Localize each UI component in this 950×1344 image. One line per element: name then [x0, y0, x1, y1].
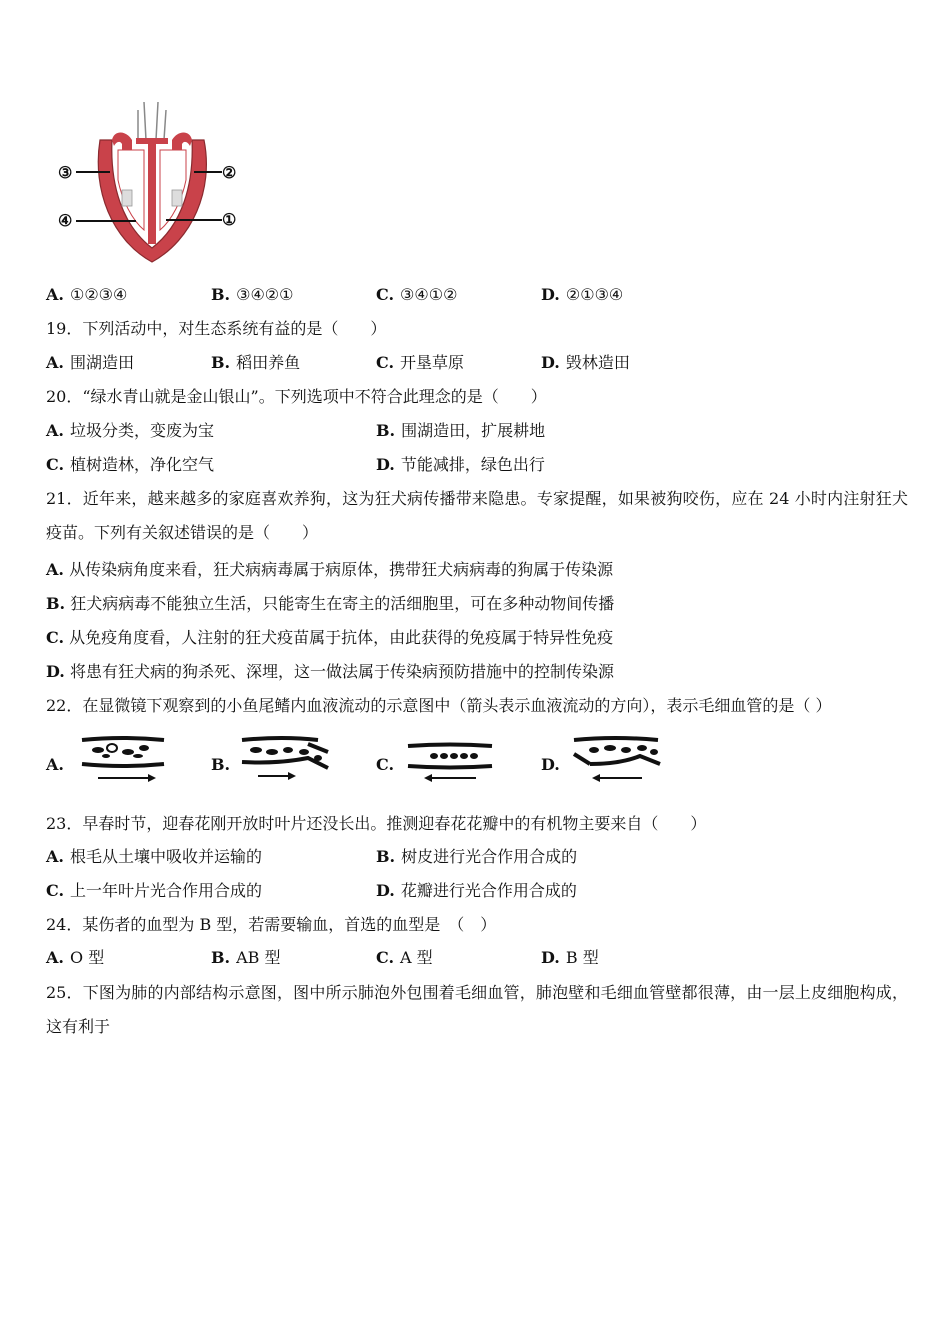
q20-option-b[interactable]: B. 围湖造田，扩展耕地 — [376, 421, 546, 440]
q24-option-d[interactable]: D. B 型 — [541, 948, 599, 967]
q18-option-c[interactable]: C. ③④①② — [376, 285, 458, 304]
q22-option-a-letter[interactable]: A. — [46, 755, 64, 774]
q21-option-c[interactable]: C. 从免疫角度看，人注射的狂犬疫苗属于抗体，由此获得的免疫属于特异性免疫 — [46, 628, 614, 647]
q19-option-a[interactable]: A. 围湖造田 — [46, 353, 134, 372]
q24-option-b[interactable]: B. AB 型 — [211, 948, 281, 967]
heart-label-3: ③ — [58, 163, 73, 182]
q24-option-a[interactable]: A. O 型 — [46, 948, 105, 967]
q20-options-row2 — [46, 455, 906, 475]
q22-vessel-a[interactable] — [78, 734, 168, 788]
q22-option-b-letter[interactable]: B. — [211, 755, 231, 774]
q24-stem: 24．某伤者的血型为 B 型，若需要输血，首选的血型是 （ ） — [46, 915, 497, 934]
q19-option-c[interactable]: C. 开垦草原 — [376, 353, 465, 372]
heart-label-2: ② — [222, 163, 237, 182]
heart-label-4: ④ — [58, 211, 73, 230]
q23-option-d[interactable]: D. 花瓣进行光合作用合成的 — [376, 881, 577, 900]
q19-options — [46, 353, 906, 373]
q18-option-a[interactable]: A. ①②③④ — [46, 285, 128, 304]
q20-option-a[interactable]: A. 垃圾分类，变废为宝 — [46, 421, 214, 440]
q24-option-c[interactable]: C. A 型 — [376, 948, 433, 967]
q21-stem: 21．近年来，越来越多的家庭喜欢养狗，这为狂犬病传播带来隐患。专家提醒，如果被狗咬伤，应在 24 小时内注射狂犬疫苗。下列有关叙述错误的是（ ） — [46, 489, 908, 542]
q19-option-d[interactable]: D. 毁林造田 — [541, 353, 630, 372]
q18-option-d[interactable]: D. ②①③④ — [541, 285, 624, 304]
q21-option-d[interactable]: D. 将患有狂犬病的狗杀死、深埋，这一做法属于传染病预防措施中的控制传染源 — [46, 662, 614, 681]
q22-vessel-d[interactable] — [570, 734, 665, 788]
q20-option-d[interactable]: D. 节能减排，绿色出行 — [376, 455, 545, 474]
heart-diagram — [52, 100, 252, 270]
q22-stem: 22．在显微镜下观察到的小鱼尾鳍内血液流动的示意图中（箭头表示血液流动的方向），表示毛细血管的是（ ） — [46, 696, 832, 715]
q25-stem: 25．下图为肺的内部结构示意图，图中所示肺泡外包围着毛细血管，肺泡壁和毛细血管壁都很薄，由一层上皮细胞构成，这有利于 — [46, 983, 908, 1036]
q22-option-c-letter[interactable]: C. — [376, 755, 395, 774]
heart-label-1: ① — [222, 210, 237, 229]
q21-option-a[interactable]: A. 从传染病角度来看，狂犬病病毒属于病原体，携带狂犬病病毒的狗属于传染源 — [46, 560, 614, 579]
q22-option-d-letter[interactable]: D. — [541, 755, 560, 774]
q20-options-row1 — [46, 421, 906, 441]
q19-stem: 19．下列活动中，对生态系统有益的是（ ） — [46, 319, 387, 338]
q18-option-b[interactable]: B. ③④②① — [211, 285, 294, 304]
q23-options-row2 — [46, 881, 906, 901]
q22-vessel-c[interactable] — [404, 740, 496, 788]
q23-options-row1 — [46, 847, 906, 867]
q23-stem: 23．早春时节，迎春花刚开放时叶片还没长出。推测迎春花花瓣中的有机物主要来自（ ） — [46, 814, 707, 833]
q18-options — [46, 285, 906, 305]
q24-options — [46, 948, 906, 968]
q21-option-b[interactable]: B. 狂犬病病毒不能独立生活，只能寄生在寄主的活细胞里，可在多种动物间传播 — [46, 594, 615, 613]
q22-vessel-b[interactable] — [238, 734, 333, 788]
q23-option-c[interactable]: C. 上一年叶片光合作用合成的 — [46, 881, 263, 900]
q19-option-b[interactable]: B. 稻田养鱼 — [211, 353, 301, 372]
q20-option-c[interactable]: C. 植树造林，净化空气 — [46, 455, 215, 474]
q23-option-b[interactable]: B. 树皮进行光合作用合成的 — [376, 847, 578, 866]
q20-stem: 20．“绿水青山就是金山银山”。下列选项中不符合此理念的是（ ） — [46, 387, 547, 406]
q23-option-a[interactable]: A. 根毛从土壤中吸收并运输的 — [46, 847, 262, 866]
